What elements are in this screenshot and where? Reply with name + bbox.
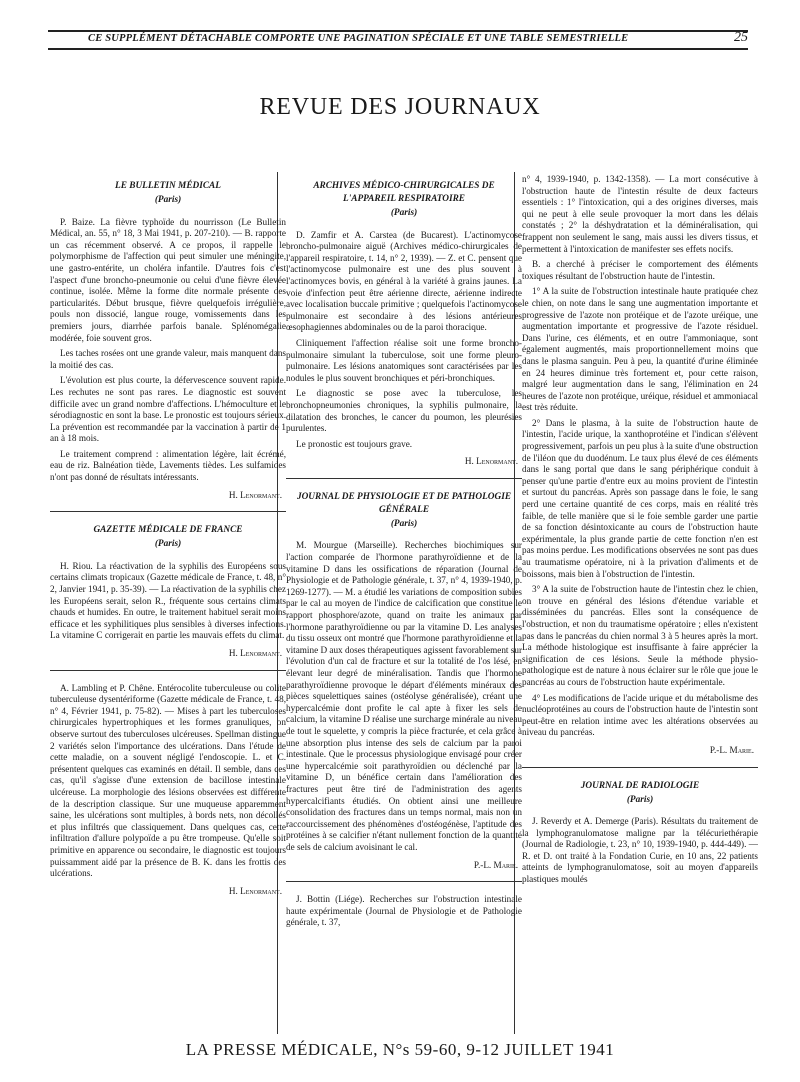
reviewer-signature: H. Lenormant.	[464, 456, 518, 467]
journal-title: JOURNAL DE PHYSIOLOGIE ET DE PATHOLOGIE GÉNÉRALE	[296, 491, 512, 515]
review-paragraph: J. Reverdy et A. Demerge (Paris). Résultats du traitement de la lymphogranulomatose maligne par la télécuriethérapie (Journal de Radiologie, t. 23, n° 10, 1939-1940, p. 444-449). — R. et D. ont traité à la Fondation Curie, en 10 ans, 22 patients atteints de lymphogranulomatose, soit au moyen d'appareils plastiques moulés	[522, 816, 758, 885]
journal-title: LE BULLETIN MÉDICAL	[115, 181, 221, 191]
review-paragraph: Les taches rosées ont une grande valeur, mais manquent dans la moitié des cas.	[50, 348, 286, 370]
journal-city: (Paris)	[390, 518, 418, 529]
column-2	[286, 174, 522, 933]
reviewer-signature: H. Lenormant.	[228, 648, 282, 658]
column-3	[522, 174, 758, 890]
review-paragraph: Le diagnostic se pose avec la tuberculose, les bronchopneumonies chroniques, la syphilis pulmonaire, la dilatation des bronches, le cancer du poumon, les pleurésies purulentes.	[286, 388, 522, 434]
section-separator	[50, 670, 286, 671]
section-separator	[50, 511, 286, 512]
review-paragraph: P. Baize. La fièvre typhoïde du nourrisson (Le Bulletin Médical, an. 55, n° 18, 3 Mai 1941, p. 207-210). — B. rapporte un cas récemment observé. A ce propos, il rappelle le polymorphisme de l'affection qui peut simuler une méningite, une gastro-entérite, un choléra infantile. D'autres fois c'est l'aspect d'une broncho-pneumonie ou celui d'une fièvre élevée continue, isolée. Même la forme dite normale présente des particularités. Début brusque, fièvre quelquefois irrégulière, pouls non dissocié, langue rouge, vomissements dans les premiers jours, diarrhée parfois banale. Splénomégalie modérée, foie souvent gros.	[50, 216, 286, 343]
journal-city: (Paris)	[154, 195, 182, 205]
review-paragraph: Le traitement comprend : alimentation légère, lait écrémé, eau de riz. Balnéation tiède, Lavements tièdes. Les sulfamides n'ont pas donné de résultats intéressants.	[50, 448, 286, 483]
section-masthead: REVUE DES JOURNAUX	[259, 94, 541, 120]
section-separator	[286, 881, 522, 882]
review-paragraph: 3° A la suite de l'obstruction haute de l'intestin chez le chien, on trouve en général des lésions d'étendue variable et disséminées du pancréas. Elles sont la conséquence de l'obstruction, et non du traumatisme opératoire ; elles n'existent pas dans le pancréas du chien normal 3 à 5 heures après la mort. La méthode histologique est insuffisante à faire apprécier la signification de ces lésions. Seule la méthode physio-pathologique est de nature à nous éclairer sur le rôle que joue le pancréas au cours de l'obstruction haute expérimentale.	[522, 584, 758, 687]
section-separator	[522, 767, 758, 768]
review-paragraph: J. Bottin (Liége). Recherches sur l'obstruction intestinale haute expérimentale (Journal de Physiologie et de Pathologie générale, t. 37,	[286, 894, 522, 928]
review-paragraph: Cliniquement l'affection réalise soit une forme broncho-pulmonaire simulant la tuberculose, soit une forme pleuro-pulmonaire. Les lésions anatomiques sont caractérisées par les nodules le plus souvent bronchiques et péri-bronchiques.	[286, 337, 522, 383]
review-paragraph: 4° Les modifications de l'acide urique et du métabolisme des nucléoprotéines au cours de l'obstruction haute de l'intestin sont peut-être en relation intime avec les altérations observées au niveau du pancréas.	[522, 692, 758, 738]
supplement-header-band	[48, 30, 748, 50]
journal-city: (Paris)	[626, 794, 654, 805]
page-number: 25	[734, 30, 748, 45]
journal-title: ARCHIVES MÉDICO-CHIRURGICALES DE L'APPAREIL RESPIRATOIRE	[313, 181, 495, 204]
review-paragraph: n° 4, 1939-1940, p. 1342-1358). — La mort consécutive à l'obstruction haute de l'intestin résulte de deux facteurs essentiels : 1° l'intoxication, qui a des origines diverses, mais qui ne peut à elle seule provoquer la mort dans les délais constatés ; 2° la déshydratation et la déminéralisation, qui frappent non seulement le sang, mais aussi les divers tissus, et permettent à l'intoxication de manifester ses effets nocifs.	[522, 174, 758, 254]
journal-city: (Paris)	[390, 208, 418, 218]
section-separator	[286, 478, 522, 479]
review-paragraph: 1° A la suite de l'obstruction intestinale haute pratiquée chez le chien, on note dans le sang une augmentation importante et progressive de l'azote non protéique et de l'azote uréique, une augmentation importante et progressive de l'azote résiduel. Dans l'urine, ces éléments, et en outre l'ammoniaque, sont également augmentés, mais proportionnellement moins que dans le plasma sanguin. Peu à peu, la quantité d'urine éliminée en 24 heures diminue très fortement et, pour cette raison, malgré leur augmentation dans le sang, l'élimination en 24 heures de l'azote non protéique, uréique, résiduel et ammoniacal est très réduite.	[522, 286, 758, 413]
review-paragraph: 2° Dans le plasma, à la suite de l'obstruction haute de l'intestin, l'acide urique, la xanthoprotéine et l'indican s'élèvent progressivement, parfois un peu plus à la suite d'une obstruction de l'iléon que du duodénum. Le taux plus élevé de ces éléments dans le sang portal que dans le sang périphérique conduit à penser qu'une partie d'entre eux au moins provient de l'intestin et surtout du pancréas. Après son passage dans le foie, le sang perd une certaine quantité de ces corps, mais en réalité très faible, de telle manière que si le foie semble garder une partie de sa fonction désintoxicante au cours de l'obstruction haute expérimentale, la plus grande partie de cette fonction n'en est pas moins perdue. Les modifications observées ne sont pas dues au traumatisme opératoire, ni à la privation d'aliments et de boissons, mais bien à l'obstruction de l'intestin.	[522, 417, 758, 579]
review-paragraph: Le pronostic est toujours grave.	[296, 438, 413, 449]
reviewer-signature: H. Lenormant.	[228, 489, 282, 500]
review-paragraph: B. a cherché à préciser le comportement des éléments toxiques résultant de l'obstruction haute de l'intestin.	[522, 259, 758, 281]
supplement-notice: CE SUPPLÉMENT DÉTACHABLE COMPORTE UNE PAGINATION SPÉCIALE ET UNE TABLE SEMESTRIELLE	[88, 33, 629, 44]
review-paragraph: L'évolution est plus courte, la défervescence souvent rapide. Les rechutes ne sont pas rares. Le diagnostic est souvent difficile avec un grand nombre d'affections. L'hémoculture et le sérodiagnostic en sont la base. Le pronostic est toujours sérieux. La prévention est recommandée par la vaccination à partir de 1 an à 18 mois.	[50, 375, 287, 444]
review-paragraph: H. Riou. La réactivation de la syphilis des Européens sous certains climats tropicaux (Gazette médicale de France, t. 48, n° 2, Janvier 1941, p. 35-39). — La réactivation de la syphilis chez les Européens serait, selon R., fréquente sous certains climats chauds et humides. En outre, le traitement habituel serait moins efficace et les syphilitiques plus sensibles à diverses infections. La vitamine C corrigerait en partie les mauvais effets du climat.	[50, 560, 286, 641]
journal-footer: LA PRESSE MÉDICALE, N°s 59-60, 9-12 JUILLET 1941	[185, 1040, 615, 1059]
journal-city: (Paris)	[154, 539, 182, 550]
journal-title: GAZETTE MÉDICALE DE FRANCE	[93, 525, 243, 536]
review-paragraph: M. Mourgue (Marseille). Recherches biochimiques sur l'action comparée de l'hormone parathyroïdienne et de la vitamine D dans les ossifications de réparation (Journal de Physiologie et de Pathologie générale, t. 37, n° 4, 1939-1940, p. 1269-1277). — M. a étudié les variations de composition subies par le cal au moyen de l'indice de calcification que constitue le rapport phosphore/azote, quand on traite les animaux par l'hormone parathyroïdienne ou par la vitamine D. Les analyses du tissu osseux ont montré que l'hormone parathyroïdienne et la vitamine D aux doses thérapeutiques agissent favorablement sur l'évolution d'un cal de fracture et sur la totalité de l'os lésé, en élevant leur degré de minéralisation. Tandis que l'hormone parathyroïdienne provoque le départ d'éléments minéraux des pièces squelettiques saines (ostéolyse généralisée), créant une hypercalcémie dont profite le cal apte à fixer les sels de calcium, la vitamine D réalise une surcharge minérale au niveau de tout le squelette, y compris la pièce fracturée, et cela grâce à une absorption plus intense des sels de calcium par la paroi intestinale. Que le processus physiologique envisagé pour créer une hypercalcémie soit parathyroïdien ou déclenché par la vitamine D, un bénéfice certain dans l'amélioration des fractures peut être tiré de l'administration des agents hypercalcifiants étudiés. On obtient ainsi une meilleure consolidation des fractures dans un temps normal, mais non un raccourcissement des phénomènes d'ostéogénèse, l'aptitude des protéines à se calcifier n'étant nullement fonction de la quantité de sels de calcium avoisinant le cal.	[286, 540, 522, 852]
reviewer-signature: P.-L. Marie.	[709, 744, 754, 755]
journal-title: JOURNAL DE RADIOLOGIE	[580, 780, 700, 791]
review-paragraph: D. Zamfir et A. Carstea (de Bucarest). L'actinomycose broncho-pulmonaire aiguë (Archives médico-chirurgicales de l'appareil respiratoire, t. 14, n° 2, 1939). — Z. et C. pensent que l'actinomycose pulmonaire est une des plus souvent à l'actinomyces bovis, en général à la variété à grains jaunes. La voie d'infection peut être aérienne directe, aérienne indirecte avec localisation buccale primitive ; quelquefois l'actinomycose pulmonaire est secondaire à des lésions antérieures œsophagiennes abdominales ou de la paroi thoracique.	[286, 229, 522, 333]
reviewer-signature: P.-L. Marie.	[473, 859, 518, 870]
column-1	[50, 174, 286, 901]
reviewer-signature: H. Lenormant.	[228, 885, 282, 896]
review-paragraph: A. Lambling et P. Chêne. Entérocolite tuberculeuse ou colite tuberculeuse dysentériforme (Gazette médicale de France, t. 48, n° 4, Février 1941, p. 75-82). — Mises à part les tuberculoses chirurgicales hypertrophiques et les formes granuliques, on observe surtout des tuberculoses ulcéreuses. Spellman distingue 2 variétés selon l'importance des ulcérations. Dans l'étude de cette maladie, on a souvent négligé l'endoscopie. L. et C. présentent quelques cas examinés en détail. Il semble, dans ces cas, qu'il s'agisse d'une extension de bacillose intestinale ulcéreuse. La morphologie des lésions observées est différente de la description classique. Sur une muqueuse apparemment saine, les ulcérations sont multiples, à bords nets, non décollés et plus infiltrés que classiquement. Dans quelques cas, cette infiltration d'allure polypoïde a pu être trompeuse. Qu'elle soit primitive en apparence ou secondaire, le diagnostic est toujours puissamment aidé par la présence de B. K. dans les frottis des ulcérations.	[50, 682, 286, 879]
